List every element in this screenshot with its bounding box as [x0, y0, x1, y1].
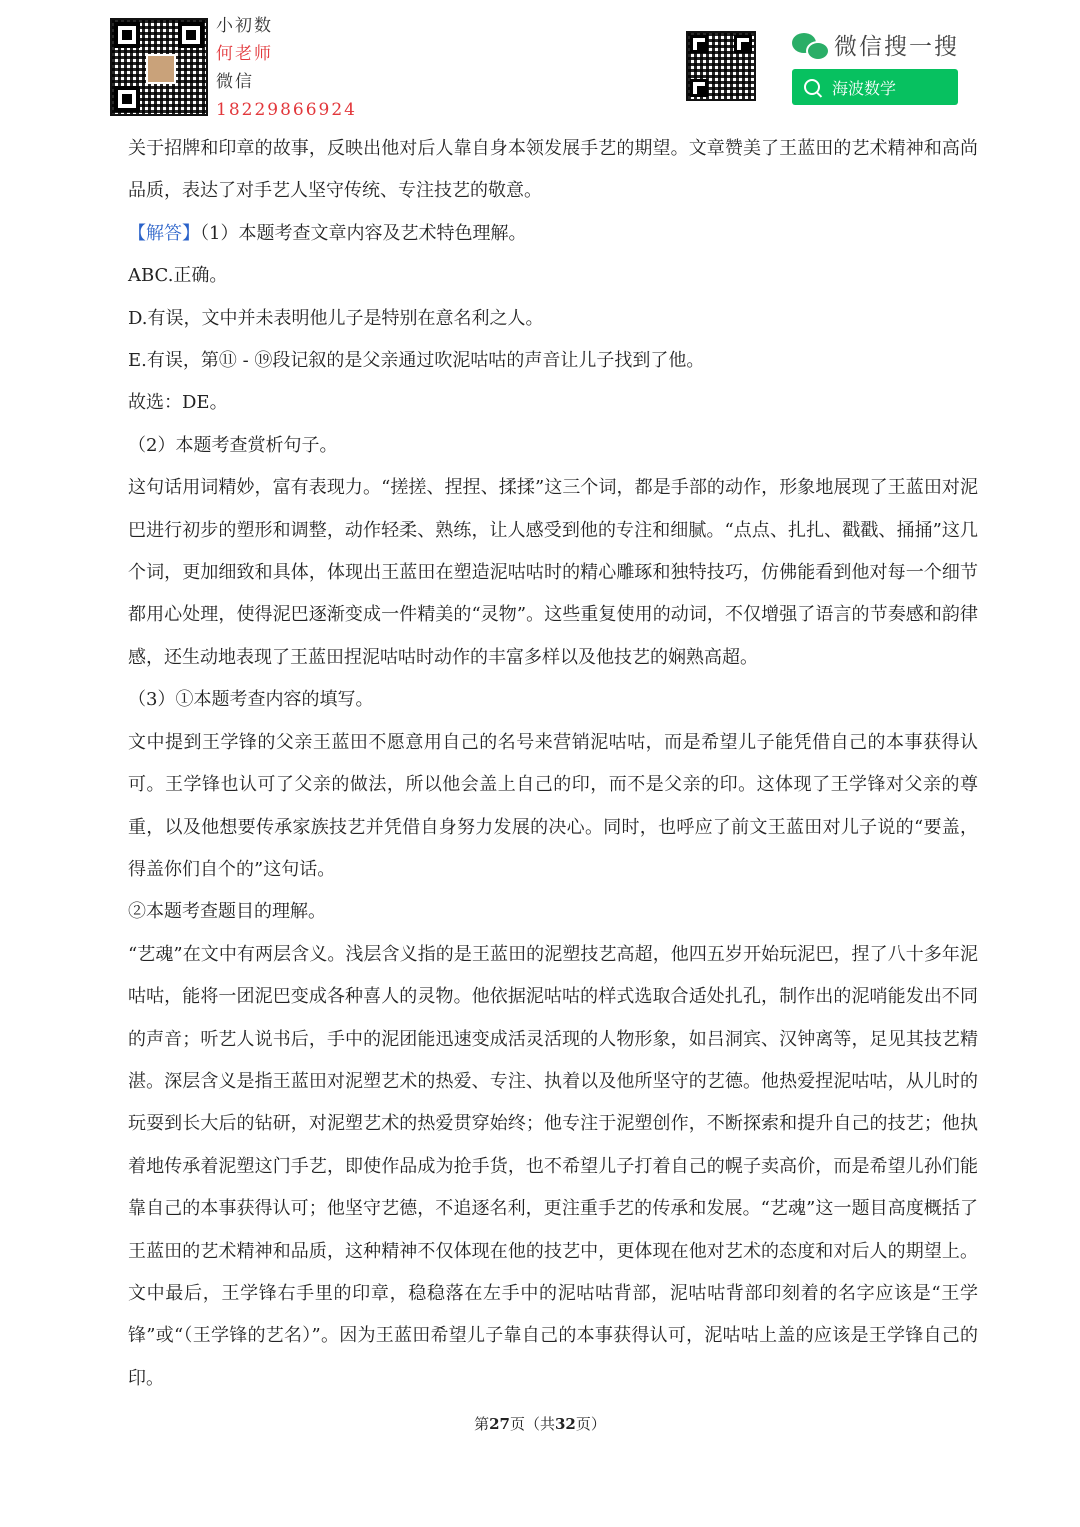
qr-finder-icon: [690, 79, 708, 97]
contact-phone: 18229866924: [216, 100, 357, 120]
page-header: [0, 0, 1080, 125]
wechat-label: 微信搜一搜: [834, 34, 959, 60]
qr-finder-icon: [114, 22, 140, 48]
paragraph: 关于招牌和印章的故事，反映出他对后人靠自身本领发展手艺的期望。文章赞美了王蓝田的艺术精神和高尚品质，表达了对手艺人坚守传统、专注技艺的敬意。: [128, 138, 978, 202]
paragraph-text: （1）本题考查文章内容及艺术特色理解。: [200, 222, 527, 244]
paragraph: （2）本题考查赏析句子。: [128, 434, 338, 456]
avatar: [146, 54, 176, 84]
footer-text: 页（共: [509, 1415, 555, 1433]
search-icon: [804, 79, 820, 95]
qr-code-left-icon[interactable]: [110, 18, 208, 116]
paragraph: ②本题考查题目的理解。: [128, 901, 326, 923]
paragraph: E.有误，第⑪ - ⑲段记叙的是父亲通过吹泥咕咕的声音让儿子找到了他。: [128, 350, 705, 372]
footer-text: 第: [474, 1415, 490, 1433]
footer-text: 页）: [575, 1415, 606, 1433]
paragraph: [128, 213, 978, 255]
answer-content: [128, 128, 978, 1400]
paragraph: 故选：DE。: [128, 392, 228, 414]
qr-finder-icon: [178, 22, 204, 48]
paragraph: 文中提到王学锋的父亲王蓝田不愿意用自己的名号来营销泥咕咕，而是希望儿子能凭借自己的本事获得认可。王学锋也认可了父亲的做法，所以他会盖上自己的印，而不是父亲的印。这体现了王学锋对父亲的尊重，以及他想要传承家族技艺并凭借自身努力发展的决心。同时，也呼应了前文王蓝田对儿子说的“要盖，得盖你们自个的”这句话。: [128, 731, 978, 880]
qr-finder-icon: [114, 86, 140, 112]
contact-info: [216, 12, 357, 124]
qr-finder-icon: [690, 35, 708, 53]
wechat-search-button[interactable]: [792, 69, 958, 105]
wechat-icon: [792, 31, 826, 59]
answer-tag: 【解答】: [128, 222, 200, 244]
contact-line: 微信: [216, 72, 254, 92]
paragraph: （3）①本题考查内容的填写。: [128, 689, 374, 711]
paragraph: 这句话用词精妙，富有表现力。“搓搓、捏捏、揉揉”这三个词，都是手部的动作，形象地展现了王蓝田对泥巴进行初步的塑形和调整，动作轻柔、熟练，让人感受到他的专注和细腻。“点点、扎扎、戳戳、捅捅”这几个词，更加细致和具体，体现出王蓝田在塑造泥咕咕时的精心雕琢和独特技巧，仿佛能看到他对每一个细节都用心处理，使得泥巴逐渐变成一件精美的“灵物”。这些重复使用的动词，不仅增强了语言的节奏感和韵律感，还生动地表现了王蓝田捏泥咕咕时动作的丰富多样以及他技艺的娴熟高超。: [128, 477, 978, 668]
contact-line: 小初数: [216, 16, 273, 36]
paragraph: ABC.正确。: [128, 265, 228, 287]
paragraph: D.有误，文中并未表明他儿子是特别在意名利之人。: [128, 307, 544, 329]
contact-line: 何老师: [216, 44, 273, 64]
qr-code-right-icon[interactable]: [686, 31, 756, 101]
wechat-search-brand: [792, 28, 959, 61]
page-footer: [0, 1413, 1080, 1434]
page-number: 27: [489, 1415, 510, 1433]
page-total: 32: [555, 1415, 576, 1433]
search-label: 海波数学: [832, 78, 897, 98]
qr-finder-icon: [734, 35, 752, 53]
paragraph: “艺魂”在文中有两层含义。浅层含义指的是王蓝田的泥塑技艺高超，他四五岁开始玩泥巴，捏了八十多年泥咕咕，能将一团泥巴变成各种喜人的灵物。他依据泥咕咕的样式选取合适处扎孔，制作出的泥哨能发出不同的声音；听艺人说书后，手中的泥团能迅速变成活灵活现的人物形象，如吕洞宾、汉钟离等，足见其技艺精湛。深层含义是指王蓝田对泥塑艺术的热爱、专注、执着以及他所坚守的艺德。他热爱捏泥咕咕，从儿时的玩耍到长大后的钻研，对泥塑艺术的热爱贯穿始终；他专注于泥塑创作，不断探索和提升自己的技艺；他执着地传承着泥塑这门手艺，即使作品成为抢手货，也不希望儿子打着自己的幌子卖高价，而是希望儿孙们能靠自己的本事获得认可；他坚守艺德，不追逐名利，更注重手艺的传承和发展。“艺魂”这一题目高度概括了王蓝田的艺术精神和品质，这种精神不仅体现在他的技艺中，更体现在他对艺术的态度和对后人的期望上。文中最后，王学锋右手里的印章，稳稳落在左手中的泥咕咕背部，泥咕咕背部印刻着的名字应该是“王学锋”或“（王学锋的艺名）”。因为王蓝田希望儿子靠自己的本事获得认可，泥咕咕上盖的应该是王学锋自己的印。: [128, 943, 978, 1389]
